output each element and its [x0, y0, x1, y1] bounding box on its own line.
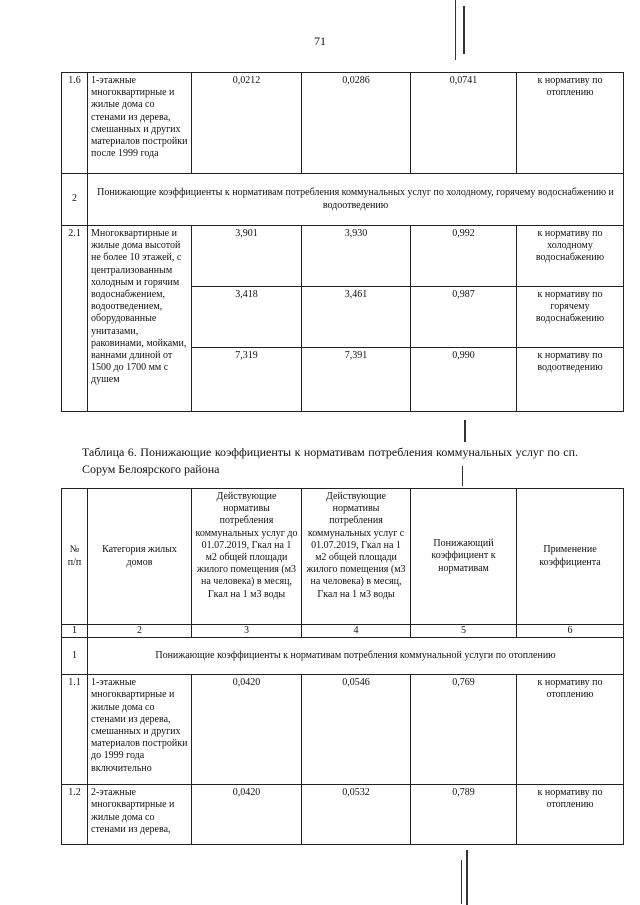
column-number: 5: [411, 625, 517, 638]
coefficients-table-continued: [61, 72, 624, 412]
current-norm-value: 7,319: [192, 348, 302, 412]
section-title: Понижающие коэффициенты к нормативам потребления коммунальных услуг по холодному, горячему водоснабжению и водоотведению: [88, 174, 624, 226]
coefficients-table-6: [61, 488, 624, 845]
new-norm-value: 3,930: [302, 226, 411, 287]
house-category: Многоквартирные и жилые дома высотой не более 10 этажей, с централизованным холодным и горячим водоснабжением, водоотведением, оборудованные унитазами, раковинами, мойками, ваннами длиной от 1500 до 1700 мм с душем: [88, 226, 192, 412]
header-current-norm: Действующие нормативы потребления коммунальных услуг до 01.07.2019, Гкал на 1 м2 общей площади жилого помещения (м3 на человека) в месяц, Гкал на 1 м3 воды: [192, 489, 302, 625]
header-new-norm: Действующие нормативы потребления коммунальных услуг с 01.07.2019, Гкал на 1 м2 общей площади жилого помещения (м3 на человека) в месяц, Гкал на 1 м3 воды: [302, 489, 411, 625]
coefficient-value: 0,990: [411, 348, 517, 412]
section-number: 1: [62, 638, 88, 675]
column-number: 6: [517, 625, 624, 638]
application-text: к нормативу по водоотведению: [517, 348, 624, 412]
new-norm-value: 0,0546: [302, 675, 411, 785]
column-number: 4: [302, 625, 411, 638]
application-text: к нормативу по холодному водоснабжению: [517, 226, 624, 287]
coefficient-value: 0,992: [411, 226, 517, 287]
row-number: 1.2: [62, 785, 88, 845]
current-norm-value: 3,901: [192, 226, 302, 287]
header-category: Категория жилых домов: [88, 489, 192, 625]
house-category: 1-этажные многоквартирные и жилые дома со стенами из дерева, смешанных и других материалов постройки до 1999 года включительно: [88, 675, 192, 785]
section-title: Понижающие коэффициенты к нормативам потребления коммунальной услуги по отоплению: [88, 638, 624, 675]
column-number: 3: [192, 625, 302, 638]
coefficient-value: 0,987: [411, 287, 517, 348]
header-coefficient: Понижающий коэффициент к нормативам: [411, 489, 517, 625]
application-text: к нормативу по отоплению: [517, 73, 624, 174]
table-row: [62, 226, 624, 287]
section-row: [62, 174, 624, 226]
house-category: 2-этажные многоквартирные и жилые дома со стенами из дерева,: [88, 785, 192, 845]
new-norm-value: 7,391: [302, 348, 411, 412]
coefficient-value: 0,789: [411, 785, 517, 845]
header-num: № п/п: [62, 489, 88, 625]
application-text: к нормативу по горячему водоснабжению: [517, 287, 624, 348]
row-number: 1.1: [62, 675, 88, 785]
column-number: 2: [88, 625, 192, 638]
scan-crease-mark: [461, 860, 462, 904]
table-row: [62, 785, 624, 845]
current-norm-value: 3,418: [192, 287, 302, 348]
current-norm-value: 0,0420: [192, 785, 302, 845]
scan-crease-mark: [455, 0, 456, 60]
table-row: [62, 675, 624, 785]
table-caption: Таблица 6. Понижающие коэффициенты к нормативам потребления коммунальных услуг по сп. Сорум Белоярского района: [82, 445, 578, 476]
scan-crease-mark: [462, 466, 463, 486]
section-row: [62, 638, 624, 675]
application-text: к нормативу по отоплению: [517, 675, 624, 785]
column-number-row: [62, 625, 624, 638]
page-number: 71: [314, 34, 326, 48]
new-norm-value: 3,461: [302, 287, 411, 348]
coefficient-value: 0,0741: [411, 73, 517, 174]
header-row: [62, 489, 624, 625]
scan-crease-mark: [463, 6, 465, 54]
coefficient-value: 0,769: [411, 675, 517, 785]
table-row: [62, 73, 624, 174]
application-text: к нормативу по отоплению: [517, 785, 624, 845]
column-number: 1: [62, 625, 88, 638]
current-norm-value: 0,0212: [192, 73, 302, 174]
row-number: 2.1: [62, 226, 88, 412]
scan-crease-mark: [464, 420, 466, 442]
row-number: 1.6: [62, 73, 88, 174]
new-norm-value: 0,0532: [302, 785, 411, 845]
house-category: 1-этажные многоквартирные и жилые дома со стенами из дерева, смешанных и других материалов постройки после 1999 года: [88, 73, 192, 174]
new-norm-value: 0,0286: [302, 73, 411, 174]
section-number: 2: [62, 174, 88, 226]
scan-crease-mark: [466, 850, 468, 905]
header-application: Применение коэффициента: [517, 489, 624, 625]
current-norm-value: 0,0420: [192, 675, 302, 785]
